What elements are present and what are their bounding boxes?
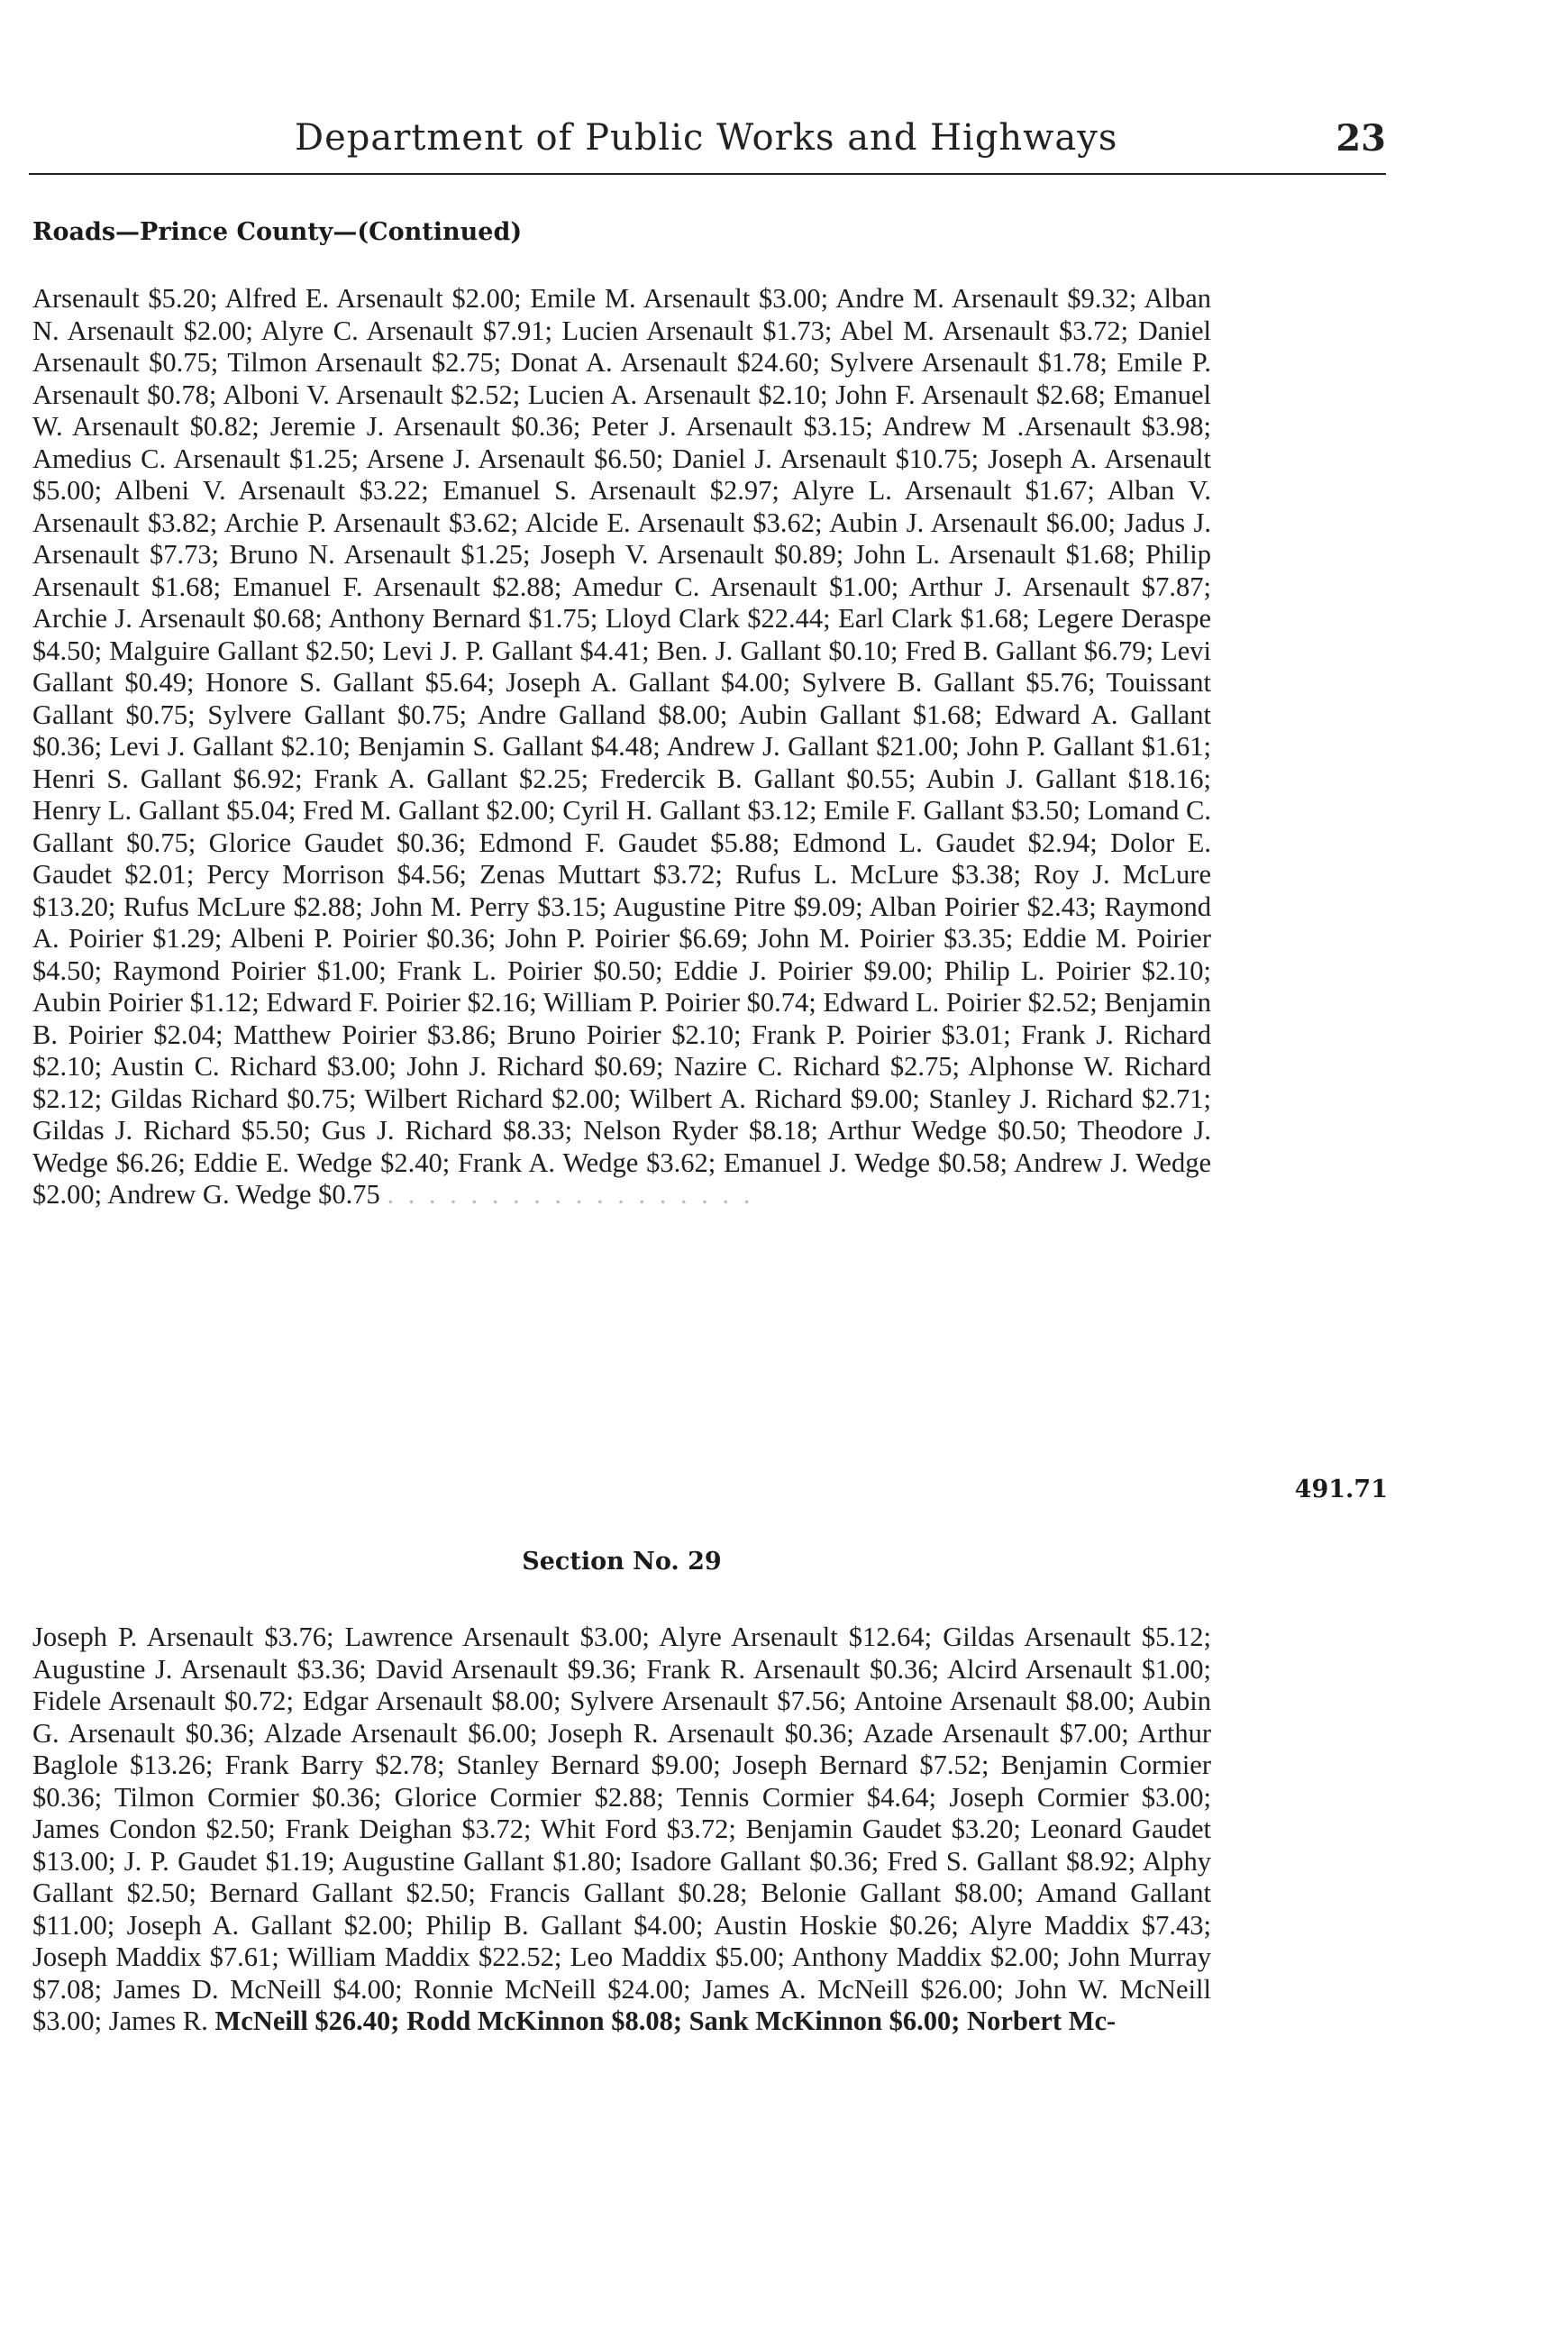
section-number-heading: Section No. 29 <box>522 1548 722 1576</box>
section-29-bold-tail: McNeill $26.40; Rodd McKinnon $8.08; Sank McKinnon $6.00; Norbert Mc- <box>214 2006 1117 2036</box>
page-header <box>29 106 1386 175</box>
leader-dots: . . . . . . . . . . . . . . . . . . <box>387 1179 754 1210</box>
section-total: 491.71 <box>1294 1476 1388 1503</box>
section-heading: Roads—Prince County—(Continued) <box>32 218 523 246</box>
roads-paragraph <box>32 283 1211 1211</box>
roads-paragraph-text: Arsenault $5.20; Alfred E. Arsenault $2.00; Emile M. Arsenault $3.00; Andre M. Arsenault $9.32; Alban N. Arsenault $2.00; Alyre C. Arsenault $7.91; Lucien Arsenault $1.73; Abel M. Arsenault $3.72; Daniel Arsenault $0.75; Tilmon Arsenault $2.75; Donat A. Arsenault $24.60; Sylvere Arsenault $1.78; Emile P. Arsenault $0.78; Alboni V. Arsenault $2.52; Lucien A. Arsenault $2.10; John F. Arsenault $2.68; Emanuel W. Arsenault $0.82; Jeremie J. Arsenault $0.36; Peter J. Arsenault $3.15; Andrew M .Arsenault $3.98; Amedius C. Arsenault $1.25; Arsene J. Arsenault $6.50; Daniel J. Arsenault $10.75; Joseph A. Arsenault $5.00; Albeni V. Arsenault $3.22; Emanuel S. Arsenault $2.97; Alyre L. Arsenault $1.67; Alban V. Arsenault $3.82; Archie P. Arsenault $3.62; Alcide E. Arsenault $3.62; Aubin J. Arsenault $6.00; Jadus J. Arsenault $7.73; Bruno N. Arsenault $1.25; Joseph V. Arsenault $0.89; John L. Arsenault $1.68; Philip Arsenault $1.68; Emanuel F. Arsenault $2.88; Amedur C. Arsenault $1.00; Arthur J. Arsenault $7.87; Archie J. Arsenault $0.68; Anthony Bernard $1.75; Lloyd Clark $22.44; Earl Clark $1.68; Legere Deraspe $4.50; Malguire Gallant $2.50; Levi J. P. Gallant $4.41; Ben. J. Gallant $0.10; Fred B. Gallant $6.79; Levi Gallant $0.49; Honore S. Gallant $5.64; Joseph A. Gallant $4.00; Sylvere B. Gallant $5.76; Touissant Gallant $0.75; Sylvere Gallant $0.75; Andre Galland $8.00; Aubin Gallant $1.68; Edward A. Gallant $0.36; Levi J. Gallant $2.10; Benjamin S. Gallant $4.48; Andrew J. Gallant $21.00; John P. Gallant $1.61; Henri S. Gallant $6.92; Frank A. Gallant $2.25; Fredercik B. Gallant $0.55; Aubin J. Gallant $18.16; Henry L. Gallant $5.04; Fred M. Gallant $2.00; Cyril H. Gallant $3.12; Emile F. Gallant $3.50; Lomand C. Gallant $0.75; Glorice Gaudet $0.36; Edmond F. Gaudet $5.88; Edmond L. Gaudet $2.94; Dolor E. Gaudet $2.01; Percy Morrison $4.56; Zenas Muttart $3.72; Rufus L. McLure $3.38; Roy J. McLure $13.20; Rufus McLure $2.88; John M. Perry $3.15; Augustine Pitre $9.09; Alban Poirier $2.43; Raymond A. Poirier $1.29; Albeni P. Poirier $0.36; John P. Poirier $6.69; John M. Poirier $3.35; Eddie M. Poirier $4.50; Raymond Poirier $1.00; Frank L. Poirier $0.50; Eddie J. Poirier $9.00; Philip L. Poirier $2.10; Aubin Poirier $1.12; Edward F. Poirier $2.16; William P. Poirier $0.74; Edward L. Poirier $2.52; Benjamin B. Poirier $2.04; Matthew Poirier $3.86; Bruno Poirier $2.10; Frank P. Poirier $3.01; Frank J. Richard $2.10; Austin C. Richard $3.00; John J. Richard $0.69; Nazire C. Richard $2.75; Alphonse W. Richard $2.12; Gildas Richard $0.75; Wilbert Richard $2.00; Wilbert A. Richard $9.00; Stanley J. Richard $2.71; Gildas J. Richard $5.50; Gus J. Richard $8.33; Nelson Ryder $8.18; Arthur Wedge $0.50; Theodore J. Wedge $6.26; Eddie E. Wedge $2.40; Frank A. Wedge $3.62; Emanuel J. Wedge $0.58; Andrew J. Wedge $2.00; Andrew G. Wedge $0.75 <box>32 283 1211 1210</box>
page-number: 23 <box>1336 117 1386 160</box>
section-29-text: Joseph P. Arsenault $3.76; Lawrence Arsenault $3.00; Alyre Arsenault $12.64; Gildas Arsenault $5.12; Augustine J. Arsenault $3.36; David Arsenault $9.36; Frank R. Arsenault $0.36; Alcird Arsenault $1.00; Fidele Arsenault $0.72; Edgar Arsenault $8.00; Sylvere Arsenault $7.56; Antoine Arsenault $8.00; Aubin G. Arsenault $0.36; Alzade Arsenault $6.00; Joseph R. Arsenault $0.36; Azade Arsenault $7.00; Arthur Baglole $13.26; Frank Barry $2.78; Stanley Bernard $9.00; Joseph Bernard $7.52; Benjamin Cormier $0.36; Tilmon Cormier $0.36; Glorice Cormier $2.88; Tennis Cormier $4.64; Joseph Cormier $3.00; James Condon $2.50; Frank Deighan $3.72; Whit Ford $3.72; Benjamin Gaudet $3.20; Leonard Gaudet $13.00; J. P. Gaudet $1.19; Augustine Gallant $1.80; Isadore Gallant $0.36; Fred S. Gallant $8.92; Alphy Gallant $2.50; Bernard Gallant $2.50; Francis Gallant $0.28; Belonie Gallant $8.00; Amand Gallant $11.00; Joseph A. Gallant $2.00; Philip B. Gallant $4.00; Austin Hoskie $0.26; Alyre Maddix $7.43; Joseph Maddix $7.61; William Maddix $22.52; Leo Maddix $5.00; Anthony Maddix $2.00; John Murray $7.08; James D. McNeill $4.00; Ronnie McNeill $24.00; James A. McNeill $26.00; John W. McNeill $3.00; James R. <box>32 1622 1211 2036</box>
header-title: Department of Public Works and Highways <box>295 117 1118 159</box>
section-29-paragraph <box>32 1622 1211 2038</box>
